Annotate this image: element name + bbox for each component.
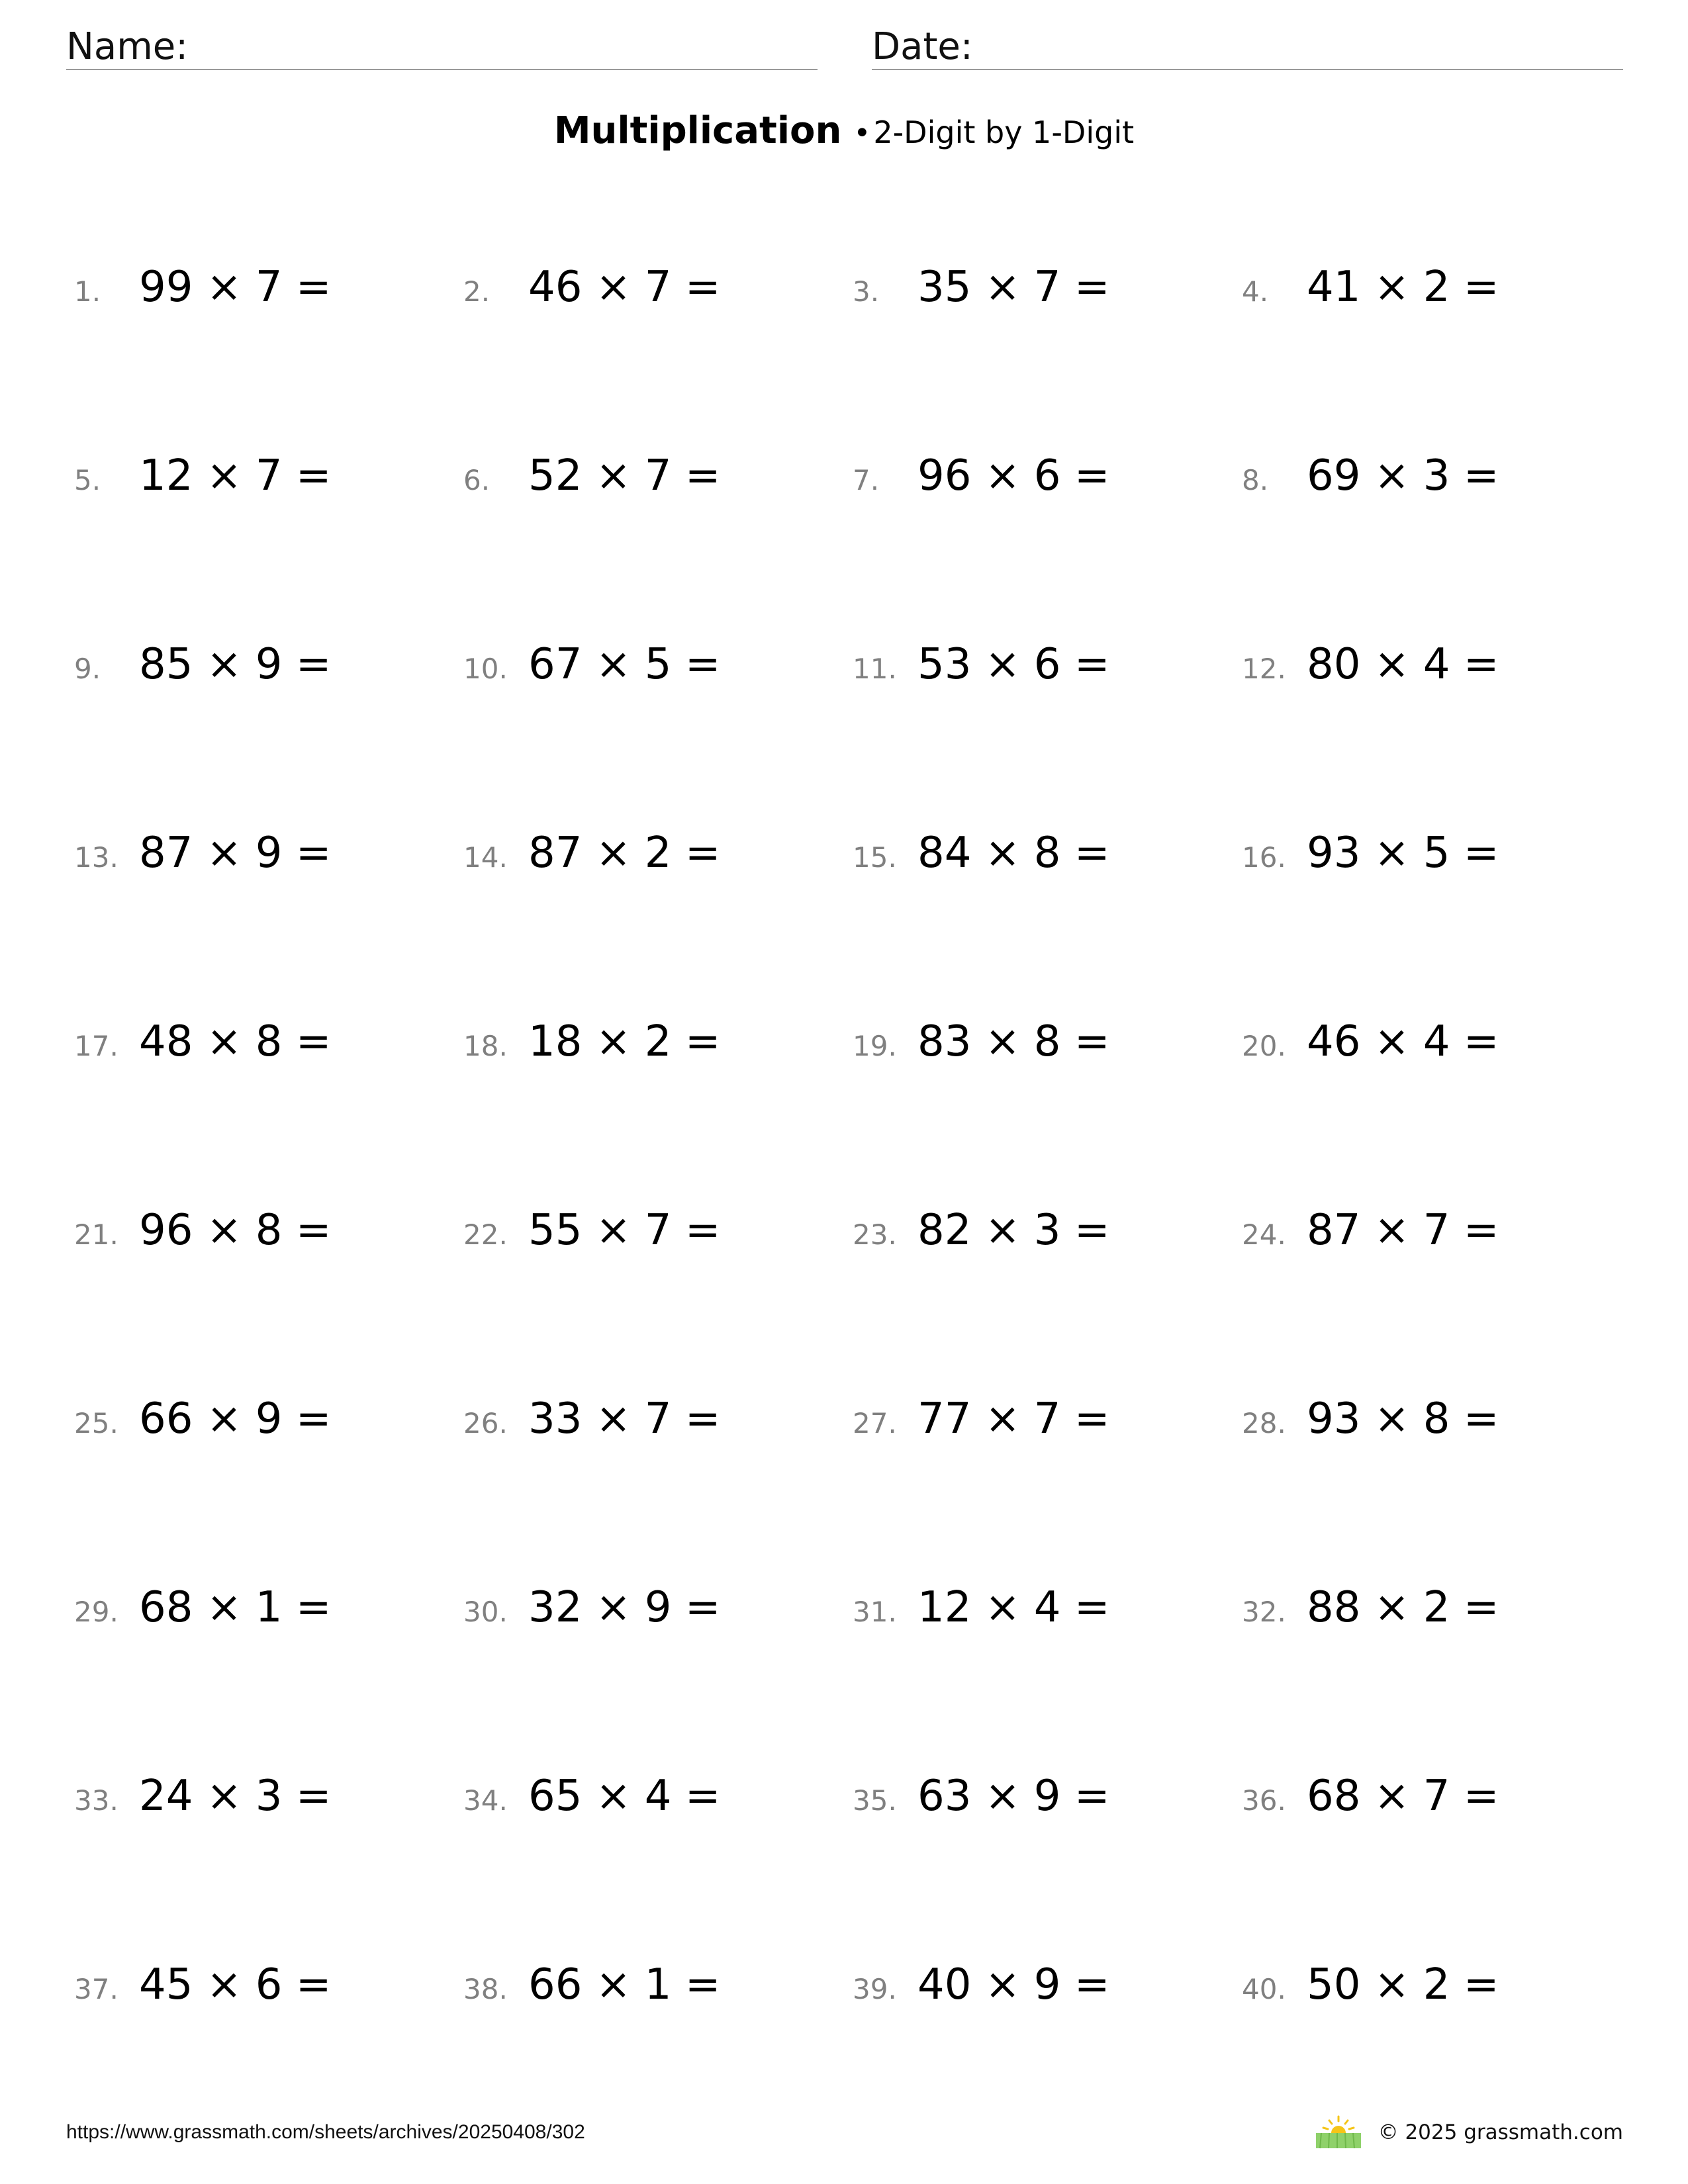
problem-item — [853, 1760, 1242, 1832]
problem-expression: 33 × 7 = — [528, 1394, 721, 1443]
problem-expression: 83 × 8 = — [917, 1017, 1110, 1066]
name-label: Name: — [66, 25, 189, 68]
problem-expression: 52 × 7 = — [528, 451, 721, 500]
footer-copyright: © 2025 grassmath.com — [1378, 2120, 1623, 2144]
problem-number: 29. — [74, 1596, 118, 1628]
problem-expression: 24 × 3 = — [139, 1772, 332, 1821]
problem-number: 8. — [1242, 464, 1269, 496]
problem-expression: 87 × 7 = — [1307, 1206, 1499, 1255]
problem-item — [74, 1760, 463, 1832]
problem-item — [463, 817, 853, 889]
problem-item — [853, 1006, 1242, 1077]
problem-number: 38. — [463, 1973, 508, 2005]
problem-number: 19. — [853, 1030, 897, 1062]
problem-item — [853, 629, 1242, 700]
problem-expression: 55 × 7 = — [528, 1206, 721, 1255]
problem-item — [1242, 1006, 1631, 1077]
problem-expression: 18 × 2 = — [528, 1017, 721, 1066]
date-field[interactable] — [872, 25, 1623, 70]
title-subtitle: 2-Digit by 1-Digit — [873, 114, 1135, 150]
problem-number: 22. — [463, 1218, 508, 1251]
problem-number: 1. — [74, 275, 101, 308]
problem-expression: 46 × 4 = — [1307, 1017, 1499, 1066]
problem-number: 20. — [1242, 1030, 1286, 1062]
problem-expression: 53 × 6 = — [917, 640, 1110, 689]
footer-branding — [1315, 2115, 1623, 2150]
problem-item — [74, 1195, 463, 1266]
problem-item — [1242, 1760, 1631, 1832]
problem-item — [1242, 1572, 1631, 1643]
problem-number: 5. — [74, 464, 101, 496]
problem-number: 26. — [463, 1407, 508, 1439]
problem-expression: 85 × 9 = — [139, 640, 332, 689]
problem-item — [74, 1949, 463, 2021]
problem-number: 9. — [74, 653, 101, 685]
problem-expression: 69 × 3 = — [1307, 451, 1499, 500]
problem-item — [463, 629, 853, 700]
problem-number: 25. — [74, 1407, 118, 1439]
problem-number: 32. — [1242, 1596, 1286, 1628]
problem-item — [1242, 1383, 1631, 1455]
problem-expression: 46 × 7 = — [528, 263, 721, 312]
problem-expression: 93 × 8 = — [1307, 1394, 1499, 1443]
problem-item — [853, 1949, 1242, 2021]
problem-item — [74, 817, 463, 889]
problem-number: 36. — [1242, 1784, 1286, 1817]
problem-number: 35. — [853, 1784, 897, 1817]
problem-expression: 67 × 5 = — [528, 640, 721, 689]
problem-item — [1242, 251, 1631, 323]
problem-item — [74, 440, 463, 512]
problem-expression: 66 × 9 = — [139, 1394, 332, 1443]
problem-expression: 93 × 5 = — [1307, 829, 1499, 878]
problem-expression: 41 × 2 = — [1307, 263, 1499, 312]
problem-expression: 12 × 7 = — [139, 451, 332, 500]
problem-expression: 68 × 1 = — [139, 1583, 332, 1632]
problem-item — [853, 1195, 1242, 1266]
problem-expression: 99 × 7 = — [139, 263, 332, 312]
problem-item — [463, 1572, 853, 1643]
problem-number: 28. — [1242, 1407, 1286, 1439]
problem-item — [463, 440, 853, 512]
problem-number: 24. — [1242, 1218, 1286, 1251]
problem-expression: 48 × 8 = — [139, 1017, 332, 1066]
problem-expression: 45 × 6 = — [139, 1960, 332, 2009]
problem-expression: 50 × 2 = — [1307, 1960, 1499, 2009]
problem-number: 40. — [1242, 1973, 1286, 2005]
problem-number: 7. — [853, 464, 880, 496]
problem-number: 30. — [463, 1596, 508, 1628]
problem-number: 3. — [853, 275, 880, 308]
title-separator: • — [853, 116, 871, 150]
problem-number: 13. — [74, 841, 118, 874]
problem-number: 31. — [853, 1596, 897, 1628]
problem-number: 18. — [463, 1030, 508, 1062]
problem-expression: 87 × 2 = — [528, 829, 721, 878]
problem-item — [463, 251, 853, 323]
problem-number: 15. — [853, 841, 897, 874]
problem-number: 2. — [463, 275, 491, 308]
problem-item — [74, 1383, 463, 1455]
problem-item — [1242, 1195, 1631, 1266]
problem-expression: 12 × 4 = — [917, 1583, 1110, 1632]
problem-expression: 40 × 9 = — [917, 1960, 1110, 2009]
grass-sun-logo-icon — [1315, 2115, 1362, 2150]
problem-expression: 35 × 7 = — [917, 263, 1110, 312]
problem-item — [1242, 817, 1631, 889]
problem-item — [463, 1006, 853, 1077]
problem-grid — [74, 251, 1636, 2138]
problem-item — [463, 1760, 853, 1832]
problem-item — [74, 629, 463, 700]
footer-url[interactable]: https://www.grassmath.com/sheets/archives/20250408/302 — [66, 2121, 585, 2143]
problem-expression: 84 × 8 = — [917, 829, 1110, 878]
problem-number: 27. — [853, 1407, 897, 1439]
problem-expression: 82 × 3 = — [917, 1206, 1110, 1255]
problem-number: 11. — [853, 653, 897, 685]
problem-item — [463, 1949, 853, 2021]
problem-item — [463, 1195, 853, 1266]
problem-number: 37. — [74, 1973, 118, 2005]
problem-expression: 80 × 4 = — [1307, 640, 1499, 689]
problem-number: 34. — [463, 1784, 508, 1817]
problem-number: 23. — [853, 1218, 897, 1251]
problem-expression: 63 × 9 = — [917, 1772, 1110, 1821]
problem-expression: 32 × 9 = — [528, 1583, 721, 1632]
problem-number: 10. — [463, 653, 508, 685]
problem-number: 14. — [463, 841, 508, 874]
problem-item — [74, 1572, 463, 1643]
problem-item — [853, 1572, 1242, 1643]
problem-expression: 65 × 4 = — [528, 1772, 721, 1821]
problem-item — [1242, 440, 1631, 512]
problem-number: 16. — [1242, 841, 1286, 874]
problem-expression: 96 × 6 = — [917, 451, 1110, 500]
problem-number: 39. — [853, 1973, 897, 2005]
problem-item — [853, 440, 1242, 512]
problem-item — [853, 817, 1242, 889]
problem-number: 17. — [74, 1030, 118, 1062]
problem-item — [463, 1383, 853, 1455]
problem-expression: 77 × 7 = — [917, 1394, 1110, 1443]
problem-item — [1242, 629, 1631, 700]
date-label: Date: — [872, 25, 973, 68]
problem-item — [74, 251, 463, 323]
problem-expression: 66 × 1 = — [528, 1960, 721, 2009]
problem-number: 6. — [463, 464, 491, 496]
problem-item — [1242, 1949, 1631, 2021]
name-field[interactable] — [66, 25, 818, 70]
worksheet-title — [0, 106, 1688, 159]
problem-expression: 96 × 8 = — [139, 1206, 332, 1255]
title-main: Multiplication — [553, 109, 842, 152]
problem-item — [853, 1383, 1242, 1455]
problem-expression: 88 × 2 = — [1307, 1583, 1499, 1632]
problem-number: 21. — [74, 1218, 118, 1251]
problem-item — [74, 1006, 463, 1077]
problem-number: 12. — [1242, 653, 1286, 685]
problem-expression: 68 × 7 = — [1307, 1772, 1499, 1821]
problem-number: 33. — [74, 1784, 118, 1817]
problem-item — [853, 251, 1242, 323]
problem-expression: 87 × 9 = — [139, 829, 332, 878]
problem-number: 4. — [1242, 275, 1269, 308]
